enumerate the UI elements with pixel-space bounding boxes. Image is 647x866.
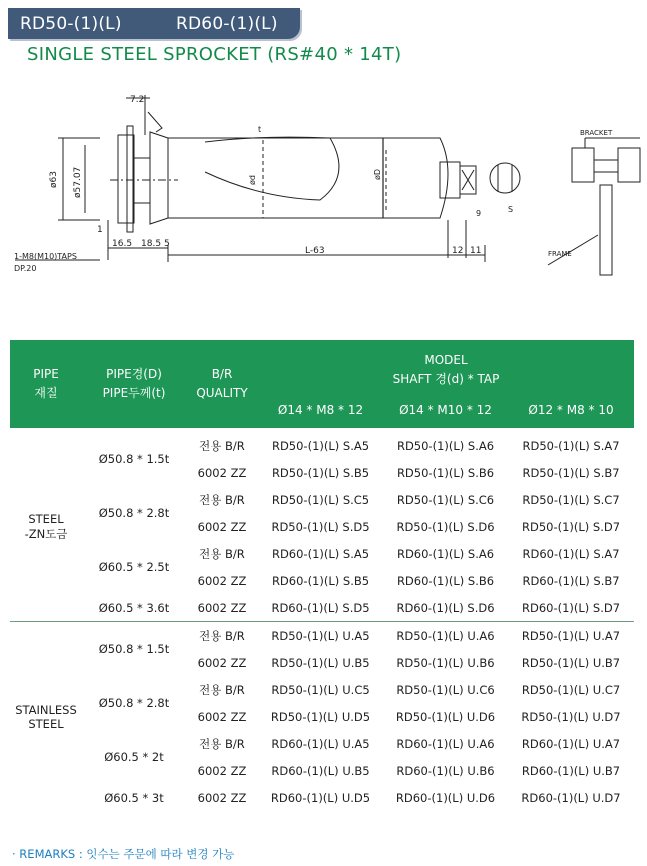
dim-s: S — [508, 205, 514, 214]
bracket-label: BRACKET — [580, 129, 613, 137]
tap-depth-label: DP.20 — [14, 264, 37, 273]
pipe-size-cell: Ø50.8 * 1.5t — [82, 622, 186, 677]
bracket-right — [618, 148, 640, 182]
dim-18-5: 18.5 — [141, 239, 162, 249]
model-code-cell: RD60-(1)(L) U.A5 — [271, 736, 370, 751]
dim-t: t — [258, 125, 262, 134]
title-model-rd60: RD60-(1)(L) — [176, 14, 278, 34]
model-code-cell: RD60-(1)(L) U.B7 — [521, 763, 621, 778]
tap-label: 1-M8(M10)TAPS — [14, 252, 77, 261]
model-code-cell: RD60-(1)(L) U.A6 — [396, 736, 495, 751]
model-code-cell: RD50-(1)(L) U.B5 — [271, 655, 370, 670]
bearing-cell: 6002 ZZ — [197, 709, 247, 724]
model-code-cell: RD60-(1)(L) S.A6 — [396, 546, 495, 561]
model-code-cell: RD50-(1)(L) U.D6 — [395, 709, 496, 724]
dim-5: 5 — [164, 239, 170, 249]
bearing-cell: 6002 ZZ — [197, 573, 247, 588]
frame-post — [600, 185, 612, 275]
model-code-cell: RD50-(1)(L) U.A6 — [383, 622, 508, 650]
model-code-cell: RD50-(1)(L) U.D5 — [270, 709, 371, 724]
bearing-cell: 전용 B/R — [199, 438, 245, 453]
model-code-cell: RD60-(1)(L) U.B6 — [396, 763, 495, 778]
model-code-cell: RD50-(1)(L) U.C6 — [396, 682, 495, 697]
header-pipe: PIPE 재질 — [10, 340, 82, 428]
model-code-cell: RD60-(1)(L) S.D5 — [271, 600, 370, 615]
title-model-rd50: RD50-(1)(L) — [20, 14, 122, 34]
header-br: B/R QUALITY — [186, 340, 258, 428]
pipe-size-cell: Ø50.8 * 2.8t — [98, 696, 170, 710]
model-code-cell: RD60-(1)(L) S.A7 — [522, 546, 620, 561]
header-pipe-dim: PIPE경(D) PIPE두께(t) — [82, 340, 186, 428]
model-code-cell: RD60-(1)(L) S.D6 — [396, 600, 495, 615]
model-code-cell: RD60-(1)(L) U.D7 — [521, 790, 621, 805]
header-col-1: Ø14 * M8 * 12 — [258, 392, 383, 428]
shaft-end — [440, 162, 460, 198]
table-row — [10, 428, 634, 459]
header-model: MODEL SHAFT 경(d) * TAP — [258, 340, 634, 392]
model-code-cell: RD50-(1)(L) S.B7 — [522, 465, 620, 480]
model-code-cell: RD50-(1)(L) S.C7 — [522, 492, 620, 507]
dim-16-5: 16.5 — [112, 239, 133, 249]
bearing-cell: 6002 ZZ — [197, 763, 247, 778]
bearing-cell: 전용 B/R — [199, 546, 245, 561]
pipe-size-cell: Ø60.5 * 2t — [104, 750, 164, 764]
model-code-cell: RD50-(1)(L) U.B7 — [521, 655, 621, 670]
pipe-size-cell: Ø60.5 * 3t — [104, 790, 164, 805]
dim-63: ø63 — [49, 171, 59, 188]
roller-tube-outline — [168, 138, 448, 218]
model-code-cell: RD50-(1)(L) S.A6 — [396, 438, 495, 453]
model-code-cell: RD50-(1)(L) S.D6 — [396, 519, 495, 534]
model-code-cell: RD50-(1)(L) S.B6 — [396, 465, 495, 480]
pipe-size-cell: Ø50.8 * 2.8t — [98, 506, 170, 520]
model-code-cell: RD50-(1)(L) U.C5 — [271, 682, 370, 697]
model-code-cell: RD60-(1)(L) U.D5 — [270, 790, 371, 805]
product-subtitle: SINGLE STEEL SPROCKET (RS#40 * 14T) — [27, 44, 402, 65]
model-code-cell: RD50-(1)(L) U.D7 — [521, 709, 621, 724]
title-banner — [8, 8, 300, 39]
pipe-size-cell: Ø60.5 * 2.5t — [98, 560, 170, 574]
table-header — [10, 340, 634, 428]
table-row — [10, 730, 634, 757]
model-code-cell: RD60-(1)(L) U.D6 — [395, 790, 496, 805]
table-row — [10, 540, 634, 567]
header-col-3: Ø12 * M8 * 10 — [508, 392, 634, 428]
bearing-cell: 전용 B/R — [199, 682, 245, 697]
dim-57-07: ø57.07 — [73, 166, 83, 198]
sprocket-body — [118, 135, 134, 223]
pipe-size-cell: Ø50.8 * 1.5t — [98, 452, 170, 466]
table-row — [10, 622, 634, 650]
model-code-cell: RD50-(1)(L) S.B5 — [271, 465, 370, 480]
model-code-cell: RD60-(1)(L) S.B6 — [396, 573, 495, 588]
model-code-cell: RD60-(1)(L) S.B7 — [522, 573, 620, 588]
model-code-cell: RD50-(1)(L) S.C5 — [271, 492, 370, 507]
bearing-cell: 6002 ZZ — [197, 519, 247, 534]
model-code-cell: RD50-(1)(L) S.D7 — [521, 519, 621, 534]
bearing-cell: 6002 ZZ — [197, 790, 247, 805]
table-row — [10, 594, 634, 622]
model-code-cell: RD50-(1)(L) U.A5 — [258, 622, 383, 650]
model-code-cell: RD50-(1)(L) U.C7 — [521, 682, 621, 697]
table-group — [10, 428, 634, 622]
model-code-cell: RD60-(1)(L) S.A5 — [271, 546, 370, 561]
model-code-cell: RD50-(1)(L) S.A7 — [522, 438, 620, 453]
model-code-cell: RD50-(1)(L) U.B6 — [396, 655, 495, 670]
model-code-cell: RD50-(1)(L) U.A7 — [508, 622, 634, 650]
dim-shaft-d: ød — [248, 175, 257, 185]
dim-11: 11 — [470, 246, 482, 256]
bearing-cell: 전용 B/R — [199, 492, 245, 507]
table-row — [10, 784, 634, 811]
model-code-cell: RD50-(1)(L) S.C6 — [396, 492, 495, 507]
dim-1: 1 — [97, 225, 103, 235]
table-group — [10, 622, 634, 812]
technical-drawing — [0, 80, 647, 295]
table-row — [10, 676, 634, 703]
bearing-cell: 6002 ZZ — [197, 600, 247, 615]
bracket-left — [572, 148, 594, 182]
frame-label: FRAME — [548, 250, 572, 258]
model-code-cell: RD50-(1)(L) S.D5 — [271, 519, 370, 534]
shaft-hex-view — [490, 163, 520, 193]
model-code-cell: RD60-(1)(L) S.D7 — [521, 600, 621, 615]
material-cell: STAINLESS STEEL — [10, 622, 82, 812]
dim-7-2: 7.2 — [130, 95, 145, 105]
spec-table — [10, 340, 634, 811]
model-code-cell: RD60-(1)(L) U.B5 — [271, 763, 370, 778]
table-row — [10, 486, 634, 513]
remarks-note: · REMARKS : 잇수는 주문에 따라 변경 가능 — [12, 847, 235, 861]
bearing-cell: 전용 B/R — [186, 622, 258, 650]
bearing-cell: 6002 ZZ — [197, 655, 247, 670]
model-code-cell: RD60-(1)(L) U.A7 — [521, 736, 621, 751]
bearing-cell: 전용 B/R — [199, 736, 245, 751]
material-cell: STEEL -ZN도금 — [24, 511, 68, 541]
dim-pipe-d: øD — [373, 168, 382, 180]
dim-l-63: L-63 — [305, 246, 325, 256]
model-code-cell: RD50-(1)(L) S.A5 — [271, 438, 370, 453]
pipe-size-cell: Ø60.5 * 3.6t — [98, 600, 170, 615]
header-col-2: Ø14 * M10 * 12 — [383, 392, 508, 428]
dim-9: 9 — [476, 209, 482, 218]
model-code-cell: RD60-(1)(L) S.B5 — [271, 573, 370, 588]
dim-12: 12 — [452, 246, 464, 256]
bearing-cell: 6002 ZZ — [197, 465, 247, 480]
